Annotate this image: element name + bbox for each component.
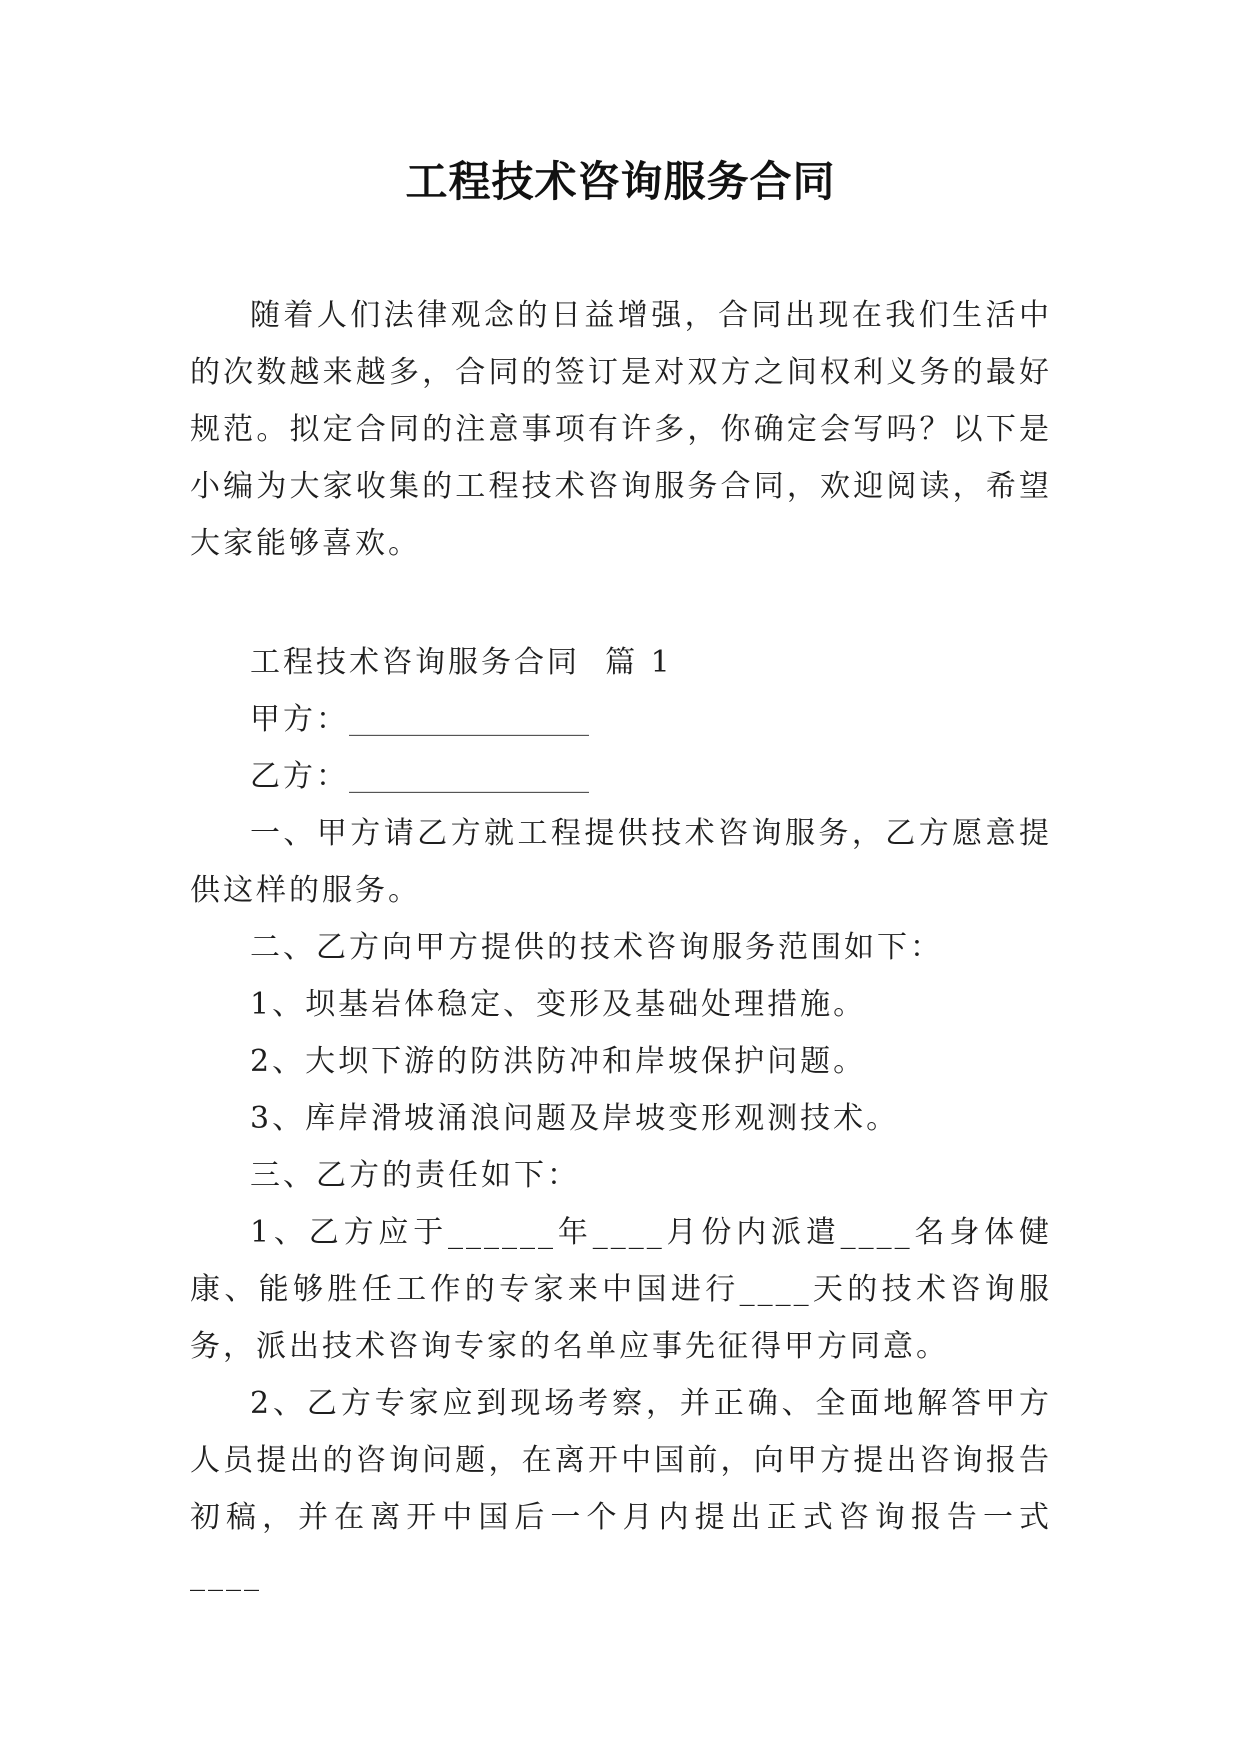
clause-2-item-2: 2、大坝下游的防洪防冲和岸坡保护问题。 — [250, 1044, 867, 1079]
clause-3-item-2: 2、乙方专家应到现场考察，并正确、全面地解答甲方人员提出的咨询问题，在离开中国前，向甲方提出咨询报告初稿，并在离开中国后一个月内提出正式咨询报告一式____ — [190, 1386, 1052, 1592]
clause-2-item-1: 1、坝基岩体稳定、变形及基础处理措施。 — [250, 987, 867, 1022]
party-b-line — [190, 748, 1052, 805]
party-a-label: 甲方： — [250, 702, 349, 737]
party-b-label: 乙方： — [250, 759, 349, 794]
contract-section — [190, 634, 1052, 1603]
clause-3-item-1: 1、乙方应于______年____月份内派遣____名身体健康、能够胜任工作的专家来中国进行____天的技术咨询服务，派出技术咨询专家的名单应事先征得甲方同意。 — [190, 1215, 1052, 1364]
intro-paragraph: 随着人们法律观念的日益增强，合同出现在我们生活中的次数越来越多，合同的签订是对双方之间权利义务的最好规范。拟定合同的注意事项有许多，你确定会写吗？以下是小编为大家收集的工程技术咨询服务合同，欢迎阅读，希望大家能够喜欢。 — [190, 298, 1052, 561]
clause-2: 二、乙方向甲方提供的技术咨询服务范围如下： — [250, 930, 943, 965]
clause-2-item-3: 3、库岸滑坡涌浪问题及岸坡变形观测技术。 — [250, 1101, 900, 1136]
party-a-line — [190, 691, 1052, 748]
party-a-blank: ________________ — [349, 702, 589, 737]
section-heading: 工程技术咨询服务合同 篇 1 — [250, 645, 673, 680]
clause-1: 一、甲方请乙方就工程提供技术咨询服务，乙方愿意提供这样的服务。 — [190, 816, 1052, 908]
clause-3: 三、乙方的责任如下： — [250, 1158, 580, 1193]
document-title: 工程技术咨询服务合同 — [405, 157, 836, 206]
intro-section — [190, 287, 1052, 572]
party-b-blank: ________________ — [349, 759, 589, 794]
